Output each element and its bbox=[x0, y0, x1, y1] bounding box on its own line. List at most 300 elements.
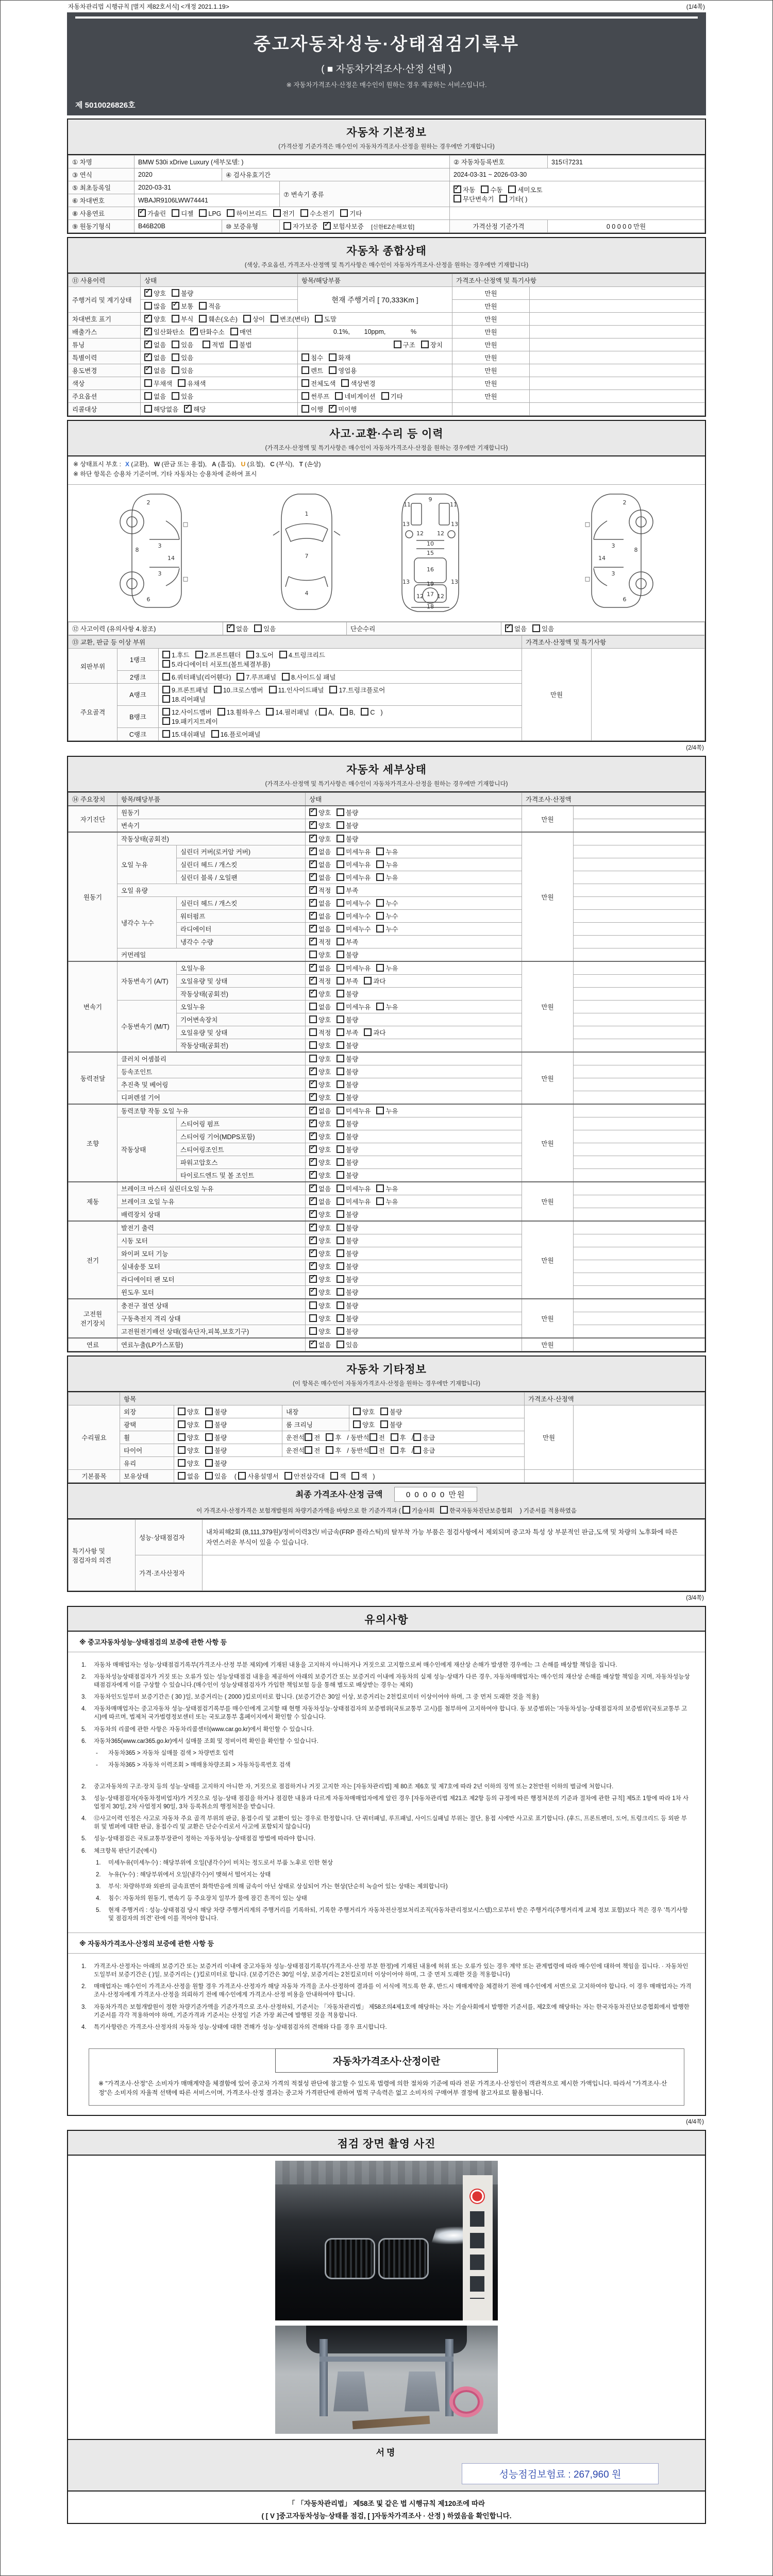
checkbox-unchecked[interactable] bbox=[337, 1224, 344, 1231]
checkbox-unchecked[interactable] bbox=[178, 1433, 186, 1441]
checkbox-unchecked[interactable] bbox=[238, 1472, 246, 1480]
checkbox-unchecked[interactable] bbox=[162, 708, 170, 716]
checkbox-unchecked[interactable] bbox=[329, 353, 337, 361]
detail-remark-cell bbox=[574, 1260, 705, 1273]
device-group-label: 연료 bbox=[69, 1338, 117, 1351]
checkbox-unchecked[interactable] bbox=[337, 1158, 344, 1166]
notice-item-number: 1. bbox=[96, 1859, 101, 1866]
checkbox-label: 색상변경 bbox=[350, 380, 376, 387]
checkbox-unchecked[interactable] bbox=[440, 1506, 448, 1514]
checkbox-unchecked[interactable] bbox=[337, 1210, 344, 1218]
checkbox-unchecked[interactable] bbox=[337, 886, 344, 894]
checkbox-checked[interactable] bbox=[309, 925, 317, 933]
checkbox-label: 전체도색 bbox=[311, 380, 336, 387]
checkbox-checked[interactable] bbox=[329, 405, 337, 413]
checkbox-checked[interactable] bbox=[309, 1224, 317, 1231]
checkbox-label: 없음 bbox=[318, 926, 331, 933]
checkbox-unchecked[interactable] bbox=[337, 1055, 344, 1062]
checkbox-unchecked[interactable] bbox=[172, 341, 179, 348]
checkbox-unchecked[interactable] bbox=[309, 1041, 317, 1049]
checkbox-unchecked[interactable] bbox=[230, 341, 238, 348]
special-history-options bbox=[141, 351, 298, 364]
checkbox-unchecked[interactable] bbox=[284, 1472, 292, 1480]
checkbox-unchecked[interactable] bbox=[214, 686, 222, 693]
checkbox-checked[interactable] bbox=[309, 1341, 317, 1348]
checkbox-unchecked[interactable] bbox=[376, 1197, 384, 1205]
diagram-part-number: 4 bbox=[305, 590, 309, 597]
detail-item-label: 실린더 블록 / 오일팬 bbox=[177, 871, 306, 884]
checkbox-unchecked[interactable] bbox=[532, 624, 540, 632]
checkbox-unchecked[interactable] bbox=[178, 1408, 186, 1415]
checkbox-label: 양호 bbox=[318, 1211, 331, 1218]
checkbox-unchecked[interactable] bbox=[144, 392, 152, 400]
checkbox-label: 없음 bbox=[154, 342, 166, 349]
checkbox-checked[interactable] bbox=[309, 1145, 317, 1153]
checkbox-checked[interactable] bbox=[144, 341, 152, 348]
notice-item bbox=[81, 1982, 692, 1999]
checkbox-unchecked[interactable] bbox=[413, 1446, 421, 1454]
room-cleaning-options bbox=[349, 1418, 525, 1431]
final-note-suffix: ) 기준서를 적용하였음 bbox=[519, 1508, 577, 1514]
state-code-desc: (판금 또는 용접), bbox=[160, 461, 207, 468]
checkbox-unchecked[interactable] bbox=[337, 1236, 344, 1244]
checkbox-unchecked[interactable] bbox=[337, 899, 344, 907]
checkbox-unchecked[interactable] bbox=[337, 912, 344, 920]
checkbox-checked[interactable] bbox=[309, 938, 317, 945]
checkbox-unchecked[interactable] bbox=[205, 1420, 213, 1428]
checkbox-unchecked[interactable] bbox=[364, 1028, 372, 1036]
checkbox-unchecked[interactable] bbox=[326, 1433, 333, 1441]
checkbox-label: 수소전기 bbox=[309, 210, 335, 217]
checkbox-checked[interactable] bbox=[309, 821, 317, 829]
checkbox-unchecked[interactable] bbox=[230, 328, 238, 335]
checkbox-checked[interactable] bbox=[309, 1120, 317, 1127]
checkbox-unchecked[interactable] bbox=[329, 366, 337, 374]
notice-item bbox=[81, 2023, 692, 2031]
checkbox-unchecked[interactable] bbox=[162, 717, 170, 725]
checkbox-checked[interactable] bbox=[144, 289, 152, 297]
checkbox-unchecked[interactable] bbox=[376, 912, 384, 920]
notice-item-number: 2. bbox=[81, 1783, 87, 1790]
special-history-label: 특별이력 bbox=[69, 351, 141, 364]
checkbox-unchecked[interactable] bbox=[211, 730, 219, 738]
checkbox-checked[interactable] bbox=[323, 222, 331, 230]
detail-remark-cell bbox=[574, 1026, 705, 1039]
notice-title: 유의사항 bbox=[364, 1614, 409, 1626]
checkbox-unchecked[interactable] bbox=[172, 392, 179, 400]
checkbox-checked[interactable] bbox=[172, 302, 179, 310]
checkbox-unchecked[interactable] bbox=[413, 1433, 421, 1441]
checkbox-checked[interactable] bbox=[309, 1067, 317, 1075]
notice-item bbox=[81, 1847, 692, 1855]
checkbox-unchecked[interactable] bbox=[337, 925, 344, 933]
checkbox-unchecked[interactable] bbox=[453, 195, 461, 202]
checkbox-unchecked[interactable] bbox=[499, 195, 507, 202]
detail-h-price: 가격조사·산정액 bbox=[522, 793, 705, 806]
checkbox-unchecked[interactable] bbox=[301, 366, 309, 374]
checkbox-unchecked[interactable] bbox=[340, 708, 348, 716]
checkbox-unchecked[interactable] bbox=[199, 209, 207, 217]
checkbox-unchecked[interactable] bbox=[178, 1446, 186, 1454]
checkbox-unchecked[interactable] bbox=[337, 1067, 344, 1075]
checkbox-unchecked[interactable] bbox=[376, 964, 384, 972]
checkbox-checked[interactable] bbox=[309, 912, 317, 920]
checkbox-unchecked[interactable] bbox=[162, 651, 170, 658]
notice-item-text: 자동차성능상태점검자가 거짓 또는 오류가 있는 성능상태점검 내용을 제공하여 아래의 보증기간 또는 보증거리 이내에 자동차의 실제 성능·상태가 다른 경우, 자동차매매업자는 매수인의 재산상 손해를 배상할 책임을 지며, 자동차성능상태점검자에게 이를 구상할 수 있습니다.(매수인이 성능상태점검자가 가입한 책임보험 등을 통해 별도로 배상받는 경우는 제외) bbox=[94, 1674, 690, 1689]
checkbox-unchecked[interactable] bbox=[376, 1107, 384, 1114]
checkbox-unchecked[interactable] bbox=[337, 1262, 344, 1270]
checkbox-unchecked[interactable] bbox=[337, 1275, 344, 1283]
checkbox-label: 후 bbox=[399, 1447, 406, 1454]
overall-title: 자동차 종합상태 bbox=[346, 245, 427, 257]
checkbox-unchecked[interactable] bbox=[305, 1433, 312, 1441]
checkbox-unchecked[interactable] bbox=[172, 315, 179, 323]
checkbox-label: 무단변속기 bbox=[463, 195, 494, 203]
checkbox-unchecked[interactable] bbox=[337, 1015, 344, 1023]
checkbox-unchecked[interactable] bbox=[279, 651, 287, 658]
checkbox-unchecked[interactable] bbox=[337, 860, 344, 868]
checkbox-unchecked[interactable] bbox=[246, 651, 254, 658]
checkbox-label: 기타( ) bbox=[509, 195, 528, 203]
accident-title: 사고·교환·수리 등 이력 bbox=[329, 428, 444, 440]
final-price-label: 최종 가격조사·산정 금액 bbox=[295, 1490, 383, 1499]
checkbox-unchecked[interactable] bbox=[337, 1184, 344, 1192]
checkbox-unchecked[interactable] bbox=[376, 860, 384, 868]
detail-price-cell: 만원 bbox=[522, 1182, 574, 1221]
detail-price-cell: 만원 bbox=[522, 1221, 574, 1299]
checkbox-unchecked[interactable] bbox=[380, 1408, 388, 1415]
checkbox-checked[interactable] bbox=[144, 366, 152, 374]
vin-mark-options bbox=[141, 313, 452, 326]
remark-cell bbox=[530, 403, 705, 416]
checkbox-label: 16.플로어패널 bbox=[220, 731, 261, 738]
checkbox-unchecked[interactable] bbox=[380, 1420, 388, 1428]
checkbox-unchecked[interactable] bbox=[376, 925, 384, 933]
checkbox-unchecked[interactable] bbox=[353, 1420, 361, 1428]
checkbox-unchecked[interactable] bbox=[421, 341, 429, 348]
diagram-part-number: 14 bbox=[598, 555, 606, 562]
checkbox-checked[interactable] bbox=[309, 1080, 317, 1088]
checkbox-unchecked[interactable] bbox=[305, 1446, 312, 1454]
checkbox-unchecked[interactable] bbox=[337, 1327, 344, 1335]
checkbox-unchecked[interactable] bbox=[351, 1472, 359, 1480]
checkbox-unchecked[interactable] bbox=[273, 209, 281, 217]
checkbox-unchecked[interactable] bbox=[301, 405, 309, 413]
checkbox-unchecked[interactable] bbox=[337, 821, 344, 829]
checkbox-label: 누유 bbox=[385, 965, 398, 972]
checkbox-checked[interactable] bbox=[144, 315, 152, 323]
checkbox-unchecked[interactable] bbox=[178, 1472, 186, 1480]
checkbox-unchecked[interactable] bbox=[337, 964, 344, 972]
checkbox-unchecked[interactable] bbox=[369, 1446, 377, 1454]
emission-options bbox=[141, 326, 298, 338]
checkbox-unchecked[interactable] bbox=[337, 808, 344, 816]
checkbox-checked[interactable] bbox=[309, 808, 317, 816]
checkbox-unchecked[interactable] bbox=[283, 222, 291, 230]
checkbox-unchecked[interactable] bbox=[337, 1341, 344, 1348]
state-code-letter: W bbox=[154, 461, 160, 468]
checkbox-unchecked[interactable] bbox=[162, 695, 170, 703]
first-reg-value: 2020-03-31 bbox=[135, 181, 280, 194]
checkbox-checked[interactable] bbox=[309, 990, 317, 997]
checkbox-unchecked[interactable] bbox=[376, 848, 384, 855]
checkbox-checked[interactable] bbox=[309, 1093, 317, 1101]
checkbox-unchecked[interactable] bbox=[309, 1314, 317, 1322]
notice-item-text: 부식: 차량하부와 외판의 금속표면이 화학반응에 의해 금속이 아닌 상태로 상실되어 가는 현상(단순히 녹슬어 있는 상태는 제외합니다) bbox=[108, 1883, 448, 1890]
checkbox-unchecked[interactable] bbox=[266, 708, 274, 716]
checkbox-unchecked[interactable] bbox=[376, 873, 384, 881]
checkbox-unchecked[interactable] bbox=[329, 686, 337, 693]
checkbox-unchecked[interactable] bbox=[402, 1506, 410, 1514]
checkbox-unchecked[interactable] bbox=[381, 392, 389, 400]
etc-h-group bbox=[69, 1393, 120, 1405]
checkbox-unchecked[interactable] bbox=[337, 1197, 344, 1205]
checkbox-checked[interactable] bbox=[453, 185, 461, 193]
detail-item-label: 커먼레일 bbox=[117, 948, 306, 962]
checkbox-checked[interactable] bbox=[144, 353, 152, 361]
detail-subgroup-label: 오일 누유 bbox=[117, 845, 177, 884]
checkbox-unchecked[interactable] bbox=[300, 209, 308, 217]
checkbox-unchecked[interactable] bbox=[337, 1171, 344, 1179]
checkbox-checked[interactable] bbox=[309, 835, 317, 842]
checkbox-label: 보험사보증 bbox=[332, 223, 364, 230]
diagram-part-number: 12 bbox=[437, 530, 444, 537]
checkbox-unchecked[interactable] bbox=[330, 1472, 338, 1480]
checkbox-checked[interactable] bbox=[144, 328, 152, 335]
checkbox-unchecked[interactable] bbox=[309, 1003, 317, 1010]
checkbox-label: 없음 bbox=[187, 1473, 200, 1480]
checkbox-unchecked[interactable] bbox=[353, 1408, 361, 1415]
exchange-rank-table bbox=[68, 635, 705, 741]
checkbox-unchecked[interactable] bbox=[301, 392, 309, 400]
detail-state-options bbox=[306, 1130, 522, 1143]
checkbox-unchecked[interactable] bbox=[162, 660, 170, 668]
checkbox-unchecked[interactable] bbox=[309, 1055, 317, 1062]
checkbox-checked[interactable] bbox=[309, 873, 317, 881]
checkbox-unchecked[interactable] bbox=[217, 708, 225, 716]
checkbox-unchecked[interactable] bbox=[376, 899, 384, 907]
checkbox-unchecked[interactable] bbox=[144, 405, 152, 413]
checkbox-checked[interactable] bbox=[309, 886, 317, 894]
checkbox-checked[interactable] bbox=[227, 624, 234, 632]
checkbox-unchecked[interactable] bbox=[326, 1446, 333, 1454]
checkbox-label: 양호 bbox=[187, 1409, 200, 1416]
checkbox-unchecked[interactable] bbox=[361, 708, 368, 716]
photos-title: 점검 장면 촬영 사진 bbox=[337, 2138, 436, 2150]
etc-subtitle: (이 항목은 매수인이 자동차가격조사·산정을 원하는 경우에만 기재합니다) bbox=[293, 1381, 480, 1387]
checkbox-unchecked[interactable] bbox=[205, 1433, 213, 1441]
checkbox-unchecked[interactable] bbox=[178, 1459, 186, 1467]
checkbox-checked[interactable] bbox=[505, 624, 513, 632]
checkbox-label: 양호 bbox=[318, 1238, 331, 1245]
checkbox-unchecked[interactable] bbox=[394, 341, 401, 348]
checkbox-checked[interactable] bbox=[138, 209, 146, 217]
checkbox-unchecked[interactable] bbox=[172, 289, 179, 297]
checkbox-unchecked[interactable] bbox=[391, 1433, 398, 1441]
checkbox-unchecked[interactable] bbox=[337, 1028, 344, 1036]
checkbox-checked[interactable] bbox=[309, 1262, 317, 1270]
detail-item-label: 워터펌프 bbox=[177, 910, 306, 923]
checkbox-unchecked[interactable] bbox=[337, 1249, 344, 1257]
inspection-period-value: 2024-03-31 ~ 2026-03-30 bbox=[450, 168, 705, 181]
checkbox-checked[interactable] bbox=[309, 1288, 317, 1296]
checkbox-checked[interactable] bbox=[309, 1275, 317, 1283]
checkbox-unchecked[interactable] bbox=[301, 379, 309, 387]
checkbox-checked[interactable] bbox=[190, 328, 198, 335]
checkbox-unchecked[interactable] bbox=[337, 938, 344, 945]
checkbox-unchecked[interactable] bbox=[172, 366, 179, 374]
checkbox-unchecked[interactable] bbox=[205, 1472, 213, 1480]
checkbox-checked[interactable] bbox=[309, 1249, 317, 1257]
checkbox-unchecked[interactable] bbox=[271, 315, 278, 323]
model-year-value: 2020 bbox=[135, 168, 222, 181]
checkbox-label: 양호 bbox=[318, 1276, 331, 1283]
checkbox-unchecked[interactable] bbox=[337, 1003, 344, 1010]
checkbox-unchecked[interactable] bbox=[178, 379, 186, 387]
checkbox-unchecked[interactable] bbox=[178, 1420, 186, 1428]
checkbox-checked[interactable] bbox=[309, 1107, 317, 1114]
checkbox-checked[interactable] bbox=[309, 860, 317, 868]
checkbox-unchecked[interactable] bbox=[337, 1107, 344, 1114]
checkbox-unchecked[interactable] bbox=[227, 209, 234, 217]
detail-remark-cell bbox=[574, 1273, 705, 1286]
checkbox-checked[interactable] bbox=[309, 1210, 317, 1218]
checkbox-unchecked[interactable] bbox=[309, 1301, 317, 1309]
checkbox-unchecked[interactable] bbox=[337, 951, 344, 958]
checkbox-unchecked[interactable] bbox=[481, 185, 489, 193]
overall-state-table bbox=[68, 274, 705, 416]
notice-item-number: 4. bbox=[81, 1706, 87, 1713]
checkbox-unchecked[interactable] bbox=[205, 1408, 213, 1415]
checkbox-unchecked[interactable] bbox=[337, 1288, 344, 1296]
checkbox-unchecked[interactable] bbox=[243, 315, 251, 323]
notice-item bbox=[81, 1737, 692, 1745]
checkbox-checked[interactable] bbox=[309, 1184, 317, 1192]
checkbox-unchecked[interactable] bbox=[199, 302, 207, 310]
checkbox-unchecked[interactable] bbox=[237, 673, 244, 681]
detail-remark-cell bbox=[574, 819, 705, 833]
checkbox-checked[interactable] bbox=[309, 848, 317, 855]
checkbox-unchecked[interactable] bbox=[205, 1459, 213, 1467]
checkbox-unchecked[interactable] bbox=[340, 209, 348, 217]
checkbox-checked[interactable] bbox=[309, 1197, 317, 1205]
checkbox-unchecked[interactable] bbox=[337, 1093, 344, 1101]
checkbox-unchecked[interactable] bbox=[369, 1433, 377, 1441]
checkbox-unchecked[interactable] bbox=[309, 1327, 317, 1335]
mileage-value: 현재 주행거리 [ 70,333Km ] bbox=[298, 287, 452, 313]
detail-state-options bbox=[306, 1221, 522, 1234]
checkbox-unchecked[interactable] bbox=[172, 209, 179, 217]
rank-price-cell: 만원 bbox=[522, 649, 592, 741]
price-cell: 만원 bbox=[452, 300, 530, 313]
checkbox-unchecked[interactable] bbox=[337, 990, 344, 997]
checkbox-unchecked[interactable] bbox=[337, 848, 344, 855]
checkbox-unchecked[interactable] bbox=[508, 185, 516, 193]
remark-cell bbox=[530, 364, 705, 377]
checkbox-unchecked[interactable] bbox=[337, 977, 344, 985]
notice-block-3 bbox=[68, 1954, 705, 2041]
checkbox-checked[interactable] bbox=[184, 405, 192, 413]
notice-item-number: 1. bbox=[81, 1963, 87, 1970]
checkbox-unchecked[interactable] bbox=[144, 302, 152, 310]
checkbox-label: 도말 bbox=[324, 316, 337, 323]
checkbox-unchecked[interactable] bbox=[337, 1080, 344, 1088]
checkbox-checked[interactable] bbox=[309, 899, 317, 907]
checkbox-unchecked[interactable] bbox=[309, 1015, 317, 1023]
checkbox-label: 무채색 bbox=[154, 380, 173, 387]
checkbox-unchecked[interactable] bbox=[172, 353, 179, 361]
holding-state-label: 보유상태 bbox=[120, 1470, 174, 1483]
checkbox-unchecked[interactable] bbox=[195, 651, 203, 658]
checkbox-checked[interactable] bbox=[309, 977, 317, 985]
checkbox-label: 양호 bbox=[154, 290, 166, 297]
checkbox-unchecked[interactable] bbox=[301, 353, 309, 361]
checkbox-unchecked[interactable] bbox=[309, 951, 317, 958]
checkbox-unchecked[interactable] bbox=[282, 673, 290, 681]
checkbox-unchecked[interactable] bbox=[205, 1446, 213, 1454]
checkbox-unchecked[interactable] bbox=[337, 1314, 344, 1322]
air-hose-coil bbox=[449, 2386, 483, 2417]
checkbox-checked[interactable] bbox=[309, 1236, 317, 1244]
checkbox-unchecked[interactable] bbox=[162, 673, 170, 681]
checkbox-unchecked[interactable] bbox=[319, 708, 327, 716]
diagram-part-number: 13 bbox=[451, 579, 458, 585]
checkbox-unchecked[interactable] bbox=[364, 977, 372, 985]
checkbox-unchecked[interactable] bbox=[337, 1120, 344, 1127]
checkbox-unchecked[interactable] bbox=[337, 1132, 344, 1140]
notice-item bbox=[81, 1661, 692, 1669]
checkbox-unchecked[interactable] bbox=[203, 341, 210, 348]
checkbox-unchecked[interactable] bbox=[269, 686, 277, 693]
detail-state-options bbox=[306, 1169, 522, 1182]
detail-state-options bbox=[306, 1013, 522, 1026]
detail-item-label: 브레이크 마스터 실린더오일 누유 bbox=[117, 1182, 306, 1195]
detail-remark-cell bbox=[574, 923, 705, 936]
checkbox-unchecked[interactable] bbox=[335, 392, 343, 400]
checkbox-unchecked[interactable] bbox=[376, 1003, 384, 1010]
checkbox-unchecked[interactable] bbox=[254, 624, 262, 632]
checkbox-checked[interactable] bbox=[309, 964, 317, 972]
checkbox-unchecked[interactable] bbox=[162, 686, 170, 693]
checkbox-label: 불량 bbox=[346, 1056, 359, 1063]
checkbox-unchecked[interactable] bbox=[337, 835, 344, 842]
checkbox-unchecked[interactable] bbox=[199, 315, 207, 323]
state-code-desc: (요철), bbox=[245, 461, 265, 468]
detail-state-options bbox=[306, 961, 522, 975]
checkbox-unchecked[interactable] bbox=[337, 1301, 344, 1309]
checkbox-unchecked[interactable] bbox=[337, 1145, 344, 1153]
interior-options bbox=[349, 1405, 525, 1418]
detail-price-cell: 만원 bbox=[522, 1338, 574, 1351]
checkbox-unchecked[interactable] bbox=[309, 1028, 317, 1036]
checkbox-label: 미세누유 bbox=[346, 1185, 371, 1193]
checkbox-checked[interactable] bbox=[309, 1132, 317, 1140]
checkbox-checked[interactable] bbox=[309, 1158, 317, 1166]
detail-remark-cell bbox=[574, 1104, 705, 1117]
checkbox-checked[interactable] bbox=[309, 1171, 317, 1179]
checkbox-unchecked[interactable] bbox=[391, 1446, 398, 1454]
notice-item-text: 자동차매매업자는 중고자동차 성능·상태점검기록부를 매수인에게 고지할 때 현행 자동차성능·상태점검자의 보증범위(국토교통부 고시)를 첨부하여 고지하여야 합니다. 동 보증범위는 '자동차성능·상태점검자의 보증범위'(국토교통부 고시)에 따르며, 법제처 국가법령정보센터 또는 국토교통부 홈페이지에서 확인할 수 있습니다. bbox=[94, 1706, 687, 1721]
checkbox-unchecked[interactable] bbox=[337, 1041, 344, 1049]
checkbox-unchecked[interactable] bbox=[315, 315, 323, 323]
footer-line-1: 「 「자동차관리법」 제58조 및 같은 법 시행규칙 제120조에 따라 bbox=[288, 2500, 485, 2507]
detail-state-options bbox=[306, 1273, 522, 1286]
checkbox-unchecked[interactable] bbox=[376, 1184, 384, 1192]
checkbox-unchecked[interactable] bbox=[144, 379, 152, 387]
checkbox-unchecked[interactable] bbox=[337, 873, 344, 881]
checkbox-unchecked[interactable] bbox=[341, 379, 349, 387]
checkbox-unchecked[interactable] bbox=[162, 730, 170, 738]
